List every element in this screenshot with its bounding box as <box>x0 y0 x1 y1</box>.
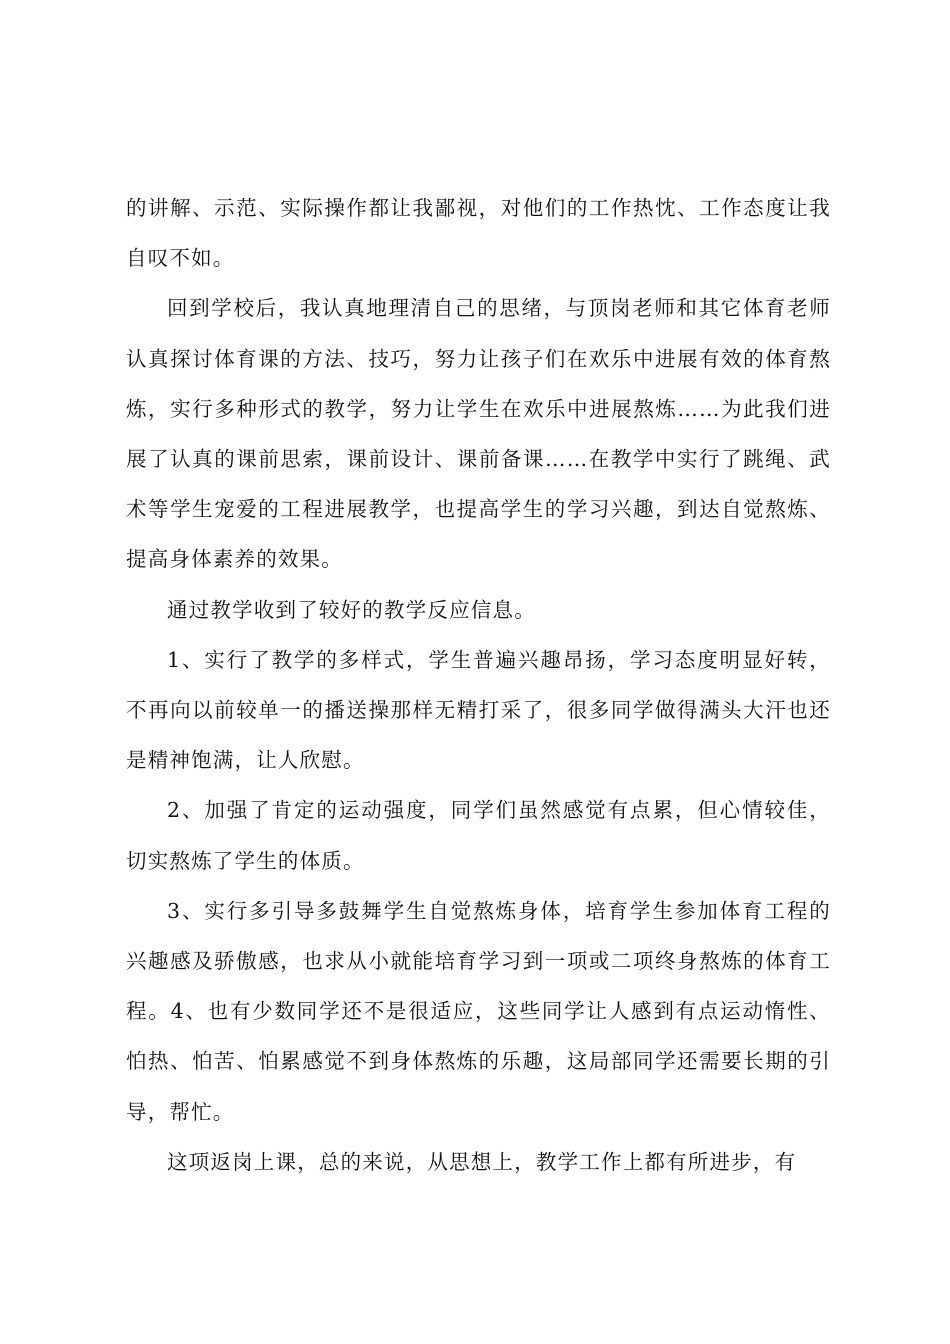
paragraph-2: 回到学校后，我认真地理清自己的思绪，与顶岗老师和其它体育老师认真探讨体育课的方法、技巧，努力让孩子们在欢乐中进展有效的体育熬炼，实行多种形式的教学，努力让学生在欢乐中进展熬炼……为此我们进展了认真的课前思索，课前设计、课前备课……在教学中实行了跳绳、武术等学生宠爱的工程进展教学，也提高学生的学习兴趣，到达自觉熬炼、提高身体素养的效果。 <box>126 296 831 572</box>
paragraph-1: 的讲解、示范、实际操作都让我鄙视，对他们的工作热忱、工作态度让我自叹不如。 <box>126 196 831 271</box>
body-text <box>126 183 831 1187</box>
paragraph-3: 通过教学收到了较好的教学反应信息。 <box>167 597 536 622</box>
paragraph-6: 3、实行多引导多鼓舞学生自觉熬炼身体，培育学生参加体育工程的兴趣感及骄傲感，也求从小就能培育学习到一项或二项终身熬炼的体育工程。4、也有少数同学还不是很适应，这些同学让人感到有点运动惰性、怕热、怕苦、怕累感觉不到身体熬炼的乐趣，这局部同学还需要长期的引导，帮忙。 <box>126 898 831 1124</box>
paragraph-5: 2、加强了肯定的运动强度，同学们虽然感觉有点累，但心情较佳，切实熬炼了学生的体质。 <box>126 798 831 873</box>
paragraph-4: 1、实行了教学的多样式，学生普遍兴趣昂扬，学习态度明显好转，不再向以前较单一的播送操那样无精打采了，很多同学做得满头大汗也还是精神饱满，让人欣慰。 <box>126 647 831 773</box>
paragraph-7: 这项返岗上课，总的来说，从思想上，教学工作上都有所进步，有 <box>167 1149 797 1174</box>
